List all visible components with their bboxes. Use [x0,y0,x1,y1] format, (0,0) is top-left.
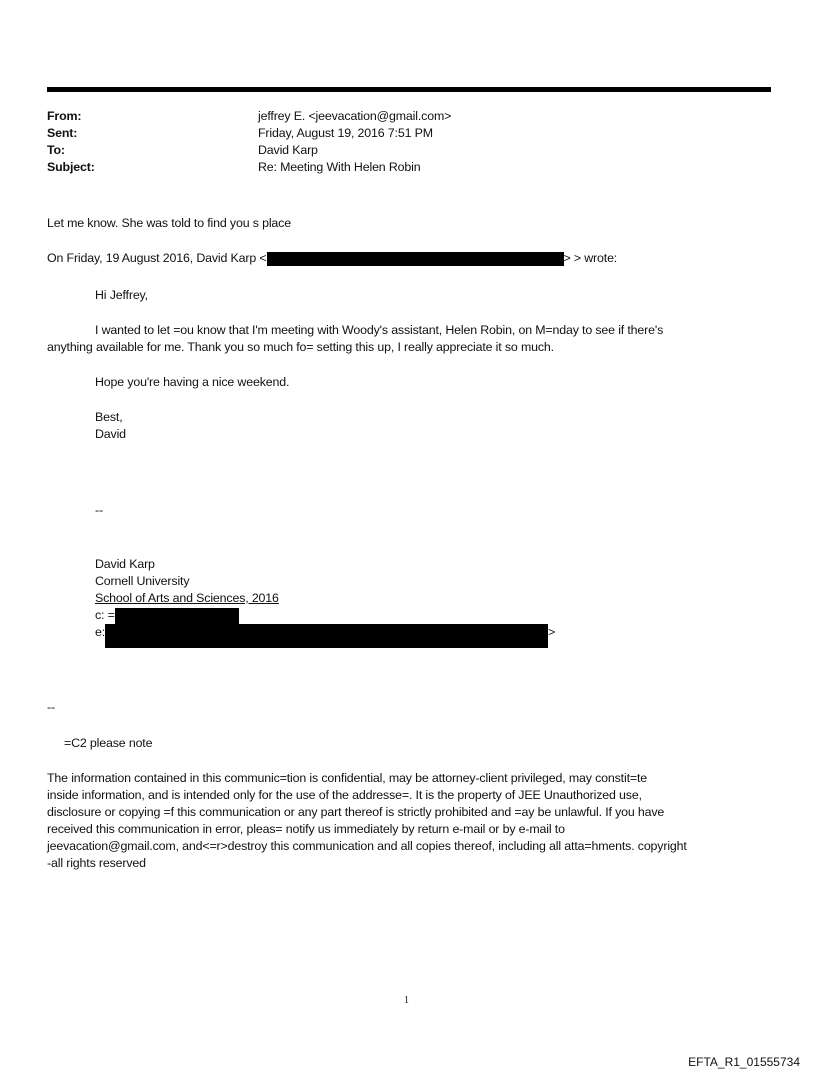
page-number: 1 [404,995,409,1006]
from-label: From: [47,109,82,123]
disclaimer-line: -all rights reserved [47,856,146,870]
to-value: David Karp [258,143,318,157]
signature-separator: -- [95,503,103,517]
subject-label: Subject: [47,160,95,174]
redaction [105,624,548,648]
signature-phone [95,607,239,624]
quote-intro [47,250,617,267]
disclaimer-line: disclosure or copying =f this communication or any part thereof is strictly prohibited and =ay be unlawful. If you have [47,805,665,819]
bates-stamp: EFTA_R1_01555734 [688,1055,800,1069]
phone-label: c: = [95,608,115,622]
closing-name: David [95,427,126,441]
please-note: =C2 please note [64,736,153,750]
para2: Hope you're having a nice weekend. [95,375,290,389]
sent-value: Friday, August 19, 2016 7:51 PM [258,126,433,140]
signature-name: David Karp [95,557,155,571]
greeting: Hi Jeffrey, [95,288,148,302]
closing: Best, [95,410,123,424]
footer-separator: -- [47,700,55,714]
sent-label: Sent: [47,126,78,140]
disclaimer-line: The information contained in this communic=tion is confidential, may be attorney-client privileged, may constit=te [47,771,647,785]
disclaimer-line: jeevacation@gmail.com, and<=r>destroy this communication and all copies thereof, including all atta=hments. copyright [47,839,687,853]
redaction [267,252,564,266]
disclaimer-line: received this communication in error, pleas= notify us immediately by return e-mail or by e-mail to [47,822,565,836]
subject-value: Re: Meeting With Helen Robin [258,160,421,174]
to-label: To: [47,143,65,157]
disclaimer-line: inside information, and is intended only for the use of the addresse=. It is the property of JEE Unauthorized use, [47,788,642,802]
quote-intro-before: On Friday, 19 August 2016, David Karp < [47,251,267,265]
email-label: e: [95,625,106,639]
para1-line2: anything available for me. Thank you so much fo= setting this up, I really appreciate it so much. [47,340,554,354]
signature-dept: School of Arts and Sciences, 2016 [95,591,279,605]
signature-school: Cornell University [95,574,190,588]
reply-text: Let me know. She was told to find you s place [47,216,291,230]
quote-intro-after: > > wrote: [563,251,618,265]
para1-line1: I wanted to let =ou know that I'm meeting with Woody's assistant, Helen Robin, on M=nday to see if there's [95,323,664,337]
email-end: > [548,625,556,639]
signature-email [95,624,555,648]
redaction [115,608,239,624]
from-value: jeffrey E. <jeevacation@gmail.com> [258,109,452,123]
header-rule [47,87,771,92]
